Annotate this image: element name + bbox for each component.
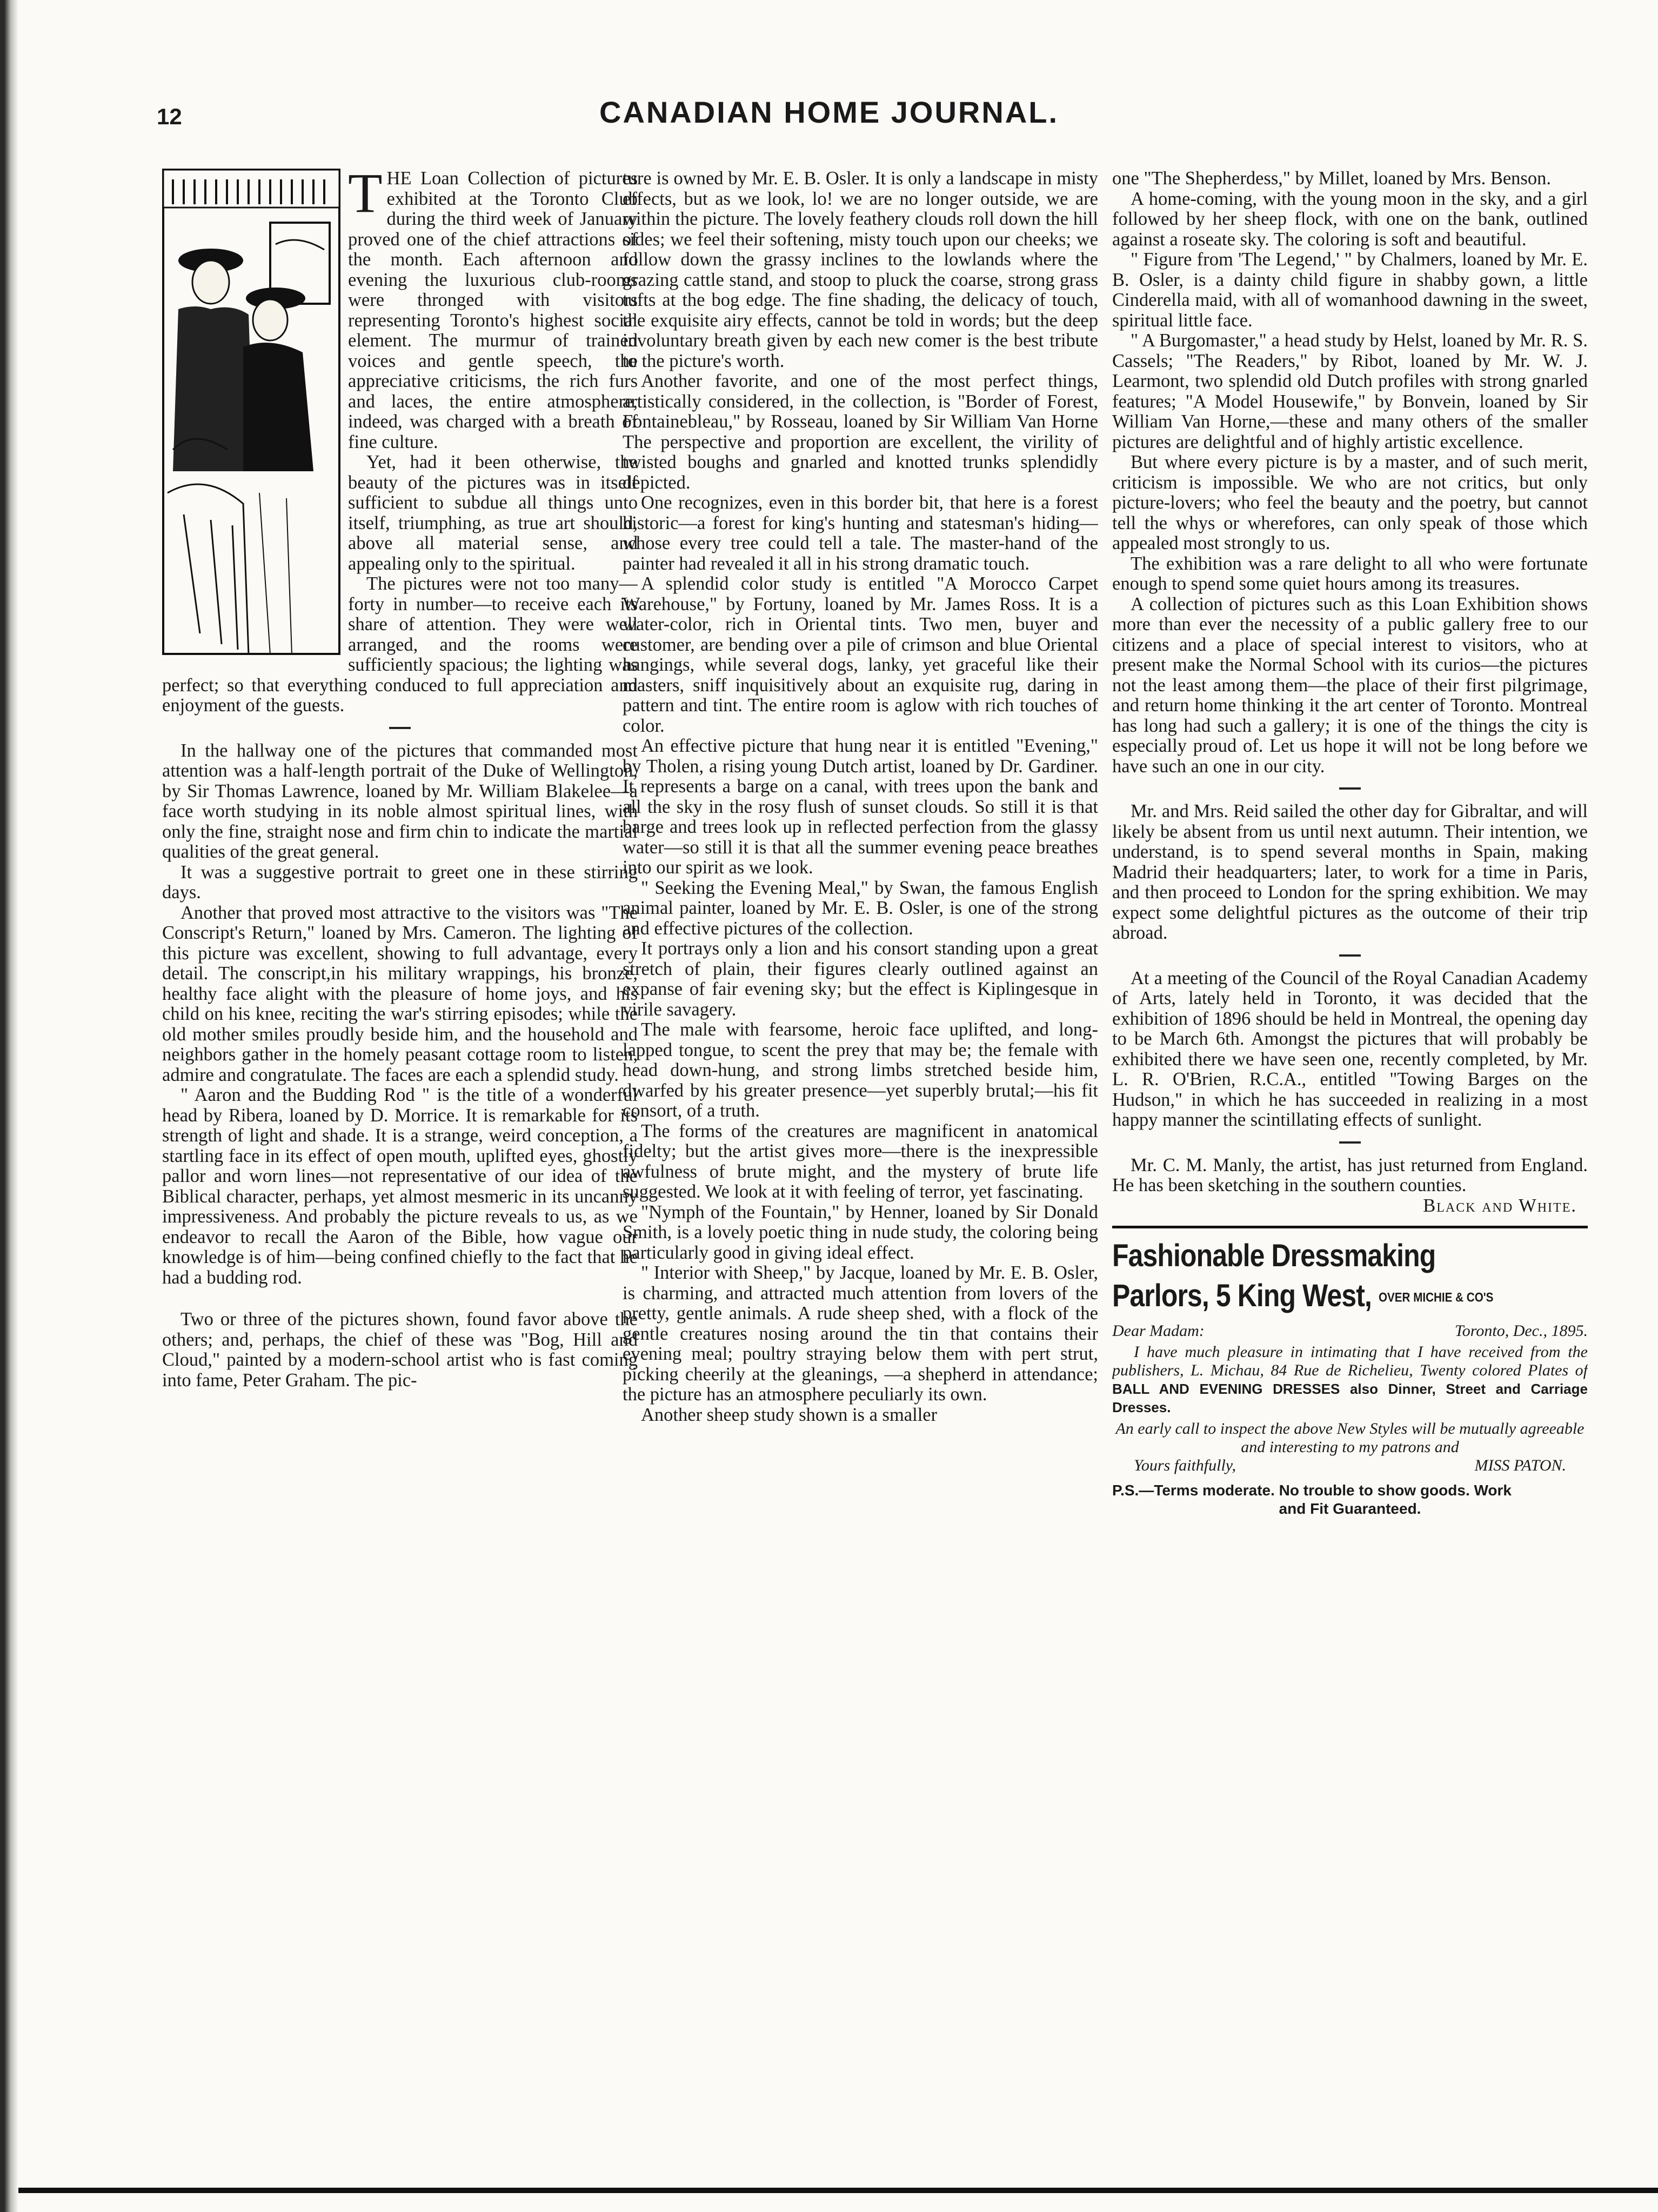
section-divider [389,727,411,729]
author-signature: Black and White. [1423,1195,1577,1216]
paragraph: But where every picture is by a master, and of such merit, criticism is impossible. We who are not critics, but only picture-lovers; who feel the beauty and the poetry, but cannot tell the whys or wherefores, can only speak of those which appealed most strongly to us. [1112,452,1588,553]
binding-edge [0,0,18,2212]
journal-title: CANADIAN HOME JOURNAL. [599,95,1059,129]
ad-postscript: P.S.—Terms moderate. No trouble to show goods. Work [1112,1481,1512,1499]
ad-closing [1112,1456,1588,1475]
column-2 [623,169,1098,2179]
ad-salutation: Dear Madam: [1112,1321,1205,1340]
illustration-gallery-visitors [162,169,340,655]
page-number: 12 [157,104,182,129]
ad-title-line-2 [1112,1276,1521,1318]
paragraph: Another favorite, and one of the most perfect things, artistically considered, in the collection, is "Border of Forest, Fontainebleau," by Rosseau, loaned by Sir William Van Horne The perspective and proportion are excellent, the virility of twisted boughs and gnarled and knotted trunks splendidly depicted. [623,371,1098,493]
ad-body-bold: BALL AND EVENING DRESSES also Dinner, Street and Carriage Dresses. [1112,1380,1588,1415]
ad-closing-text: Yours faithfully, [1134,1456,1236,1474]
paragraph: At a meeting of the Council of the Royal Canadian Academy of Arts, lately held in Toronto, it was decided that the exhibition of 1896 should be held in Montreal, the opening day to be March 6th. Amongst the pictures that will probably be exhibited there we have seen one, recently completed, by Mr. L. R. O'Brien, R.C.A., entitled "Towing Barges on the Hudson," in which he has succeeded in realizing in a most happy manner the scintillating effects of sunlight. [1112,967,1588,1130]
paragraph: The exhibition was a rare delight to all who were fortunate enough to spend some quiet hours among its treasures. [1112,553,1588,594]
paragraph: The forms of the creatures are magnificent in anatomical fidelty; but the artist gives more—there is the inexpressible awfulness of brute might, and the mystery of brute life suggested. We look at it with feeling of terror, yet fascinating. [623,1120,1098,1202]
ad-title-line-1: Fashionable Dressmaking [1112,1238,1436,1273]
paragraph: It was a suggestive portrait to greet one in these stirring days. [162,861,638,903]
paragraph: The male with fearsome, heroic face uplifted, and long-lapped tongue, to scent the prey that may be; the female with head down-hung, and strong limbs stretched beside him, dwarfed by his greater presence—yet superbly brutal;—his fit consort, of a truth. [623,1019,1098,1121]
paragraph: A collection of pictures such as this Loan Exhibition shows more than ever the necessity of a public gallery free to our citizens and a place of special interest to visitors, who at present make the Normal School with its curios—the pictures not the least among them—the place of their first pilgrimage, and return home thinking it the art center of Toronto. Montreal has long had such a gallery; it is one of the things the city is especially proud of. Let us hope it will not be long before we have such an one in our city. [1112,593,1588,777]
ad-letter-header [1112,1321,1588,1341]
paragraph: The pictures were not too many—forty in number—to receive each its share of attention. They were well arranged, and the rooms were sufficiently spacious; the lighting was perfect; so that everything conduced to full appreciation and enjoyment of the guests. [162,573,638,716]
ad-location-note: OVER MICHIE & CO'S [1378,1290,1494,1305]
ad-body [1112,1343,1588,1416]
illustration-drawing [162,169,340,655]
paragraph: one "The Shepherdess," by Millet, loaned by Mrs. Benson. [1112,169,1551,189]
paragraph: Another sheep study shown is a smaller [641,1404,938,1425]
paragraph: ture is owned by Mr. E. B. Osler. It is only a landscape in misty effects, but as we look, lo! we are no longer outside, we are within the picture. The lovely feathery clouds roll down the hill sides; we feel their softening, misty touch upon our cheeks; we follow down the grassy inclines to the lowlands where the grazing cattle stand, and stoop to pluck the coarse, strong grass tufts at the bog edge. The fine shading, the delicacy of touch, the exquisite airy effects, cannot be told in words; but the deep involuntary breath given by each new comer is the best tribute to the picture's worth. [623,169,1098,371]
paragraph: A splendid color study is entitled "A Morocco Carpet Warehouse," by Fortuny, loaned by Mr. James Ross. It is a water-color, rich in Oriental tints. Two men, buyer and customer, are bending over a pile of crimson and blue Oriental hangings, while several dogs, lanky, yet graceful like their masters, sniff inquisitively about an exquisite rug, daring in pattern and tint. The entire room is aglow with rich touches of color. [623,573,1098,736]
ad-invitation: An early call to inspect the above New Styles will be mutually agreeable and interesting to my patrons and [1115,1419,1585,1456]
paragraph: Mr. C. M. Manly, the artist, has just returned from England. He has been sketching in the southern counties. [1112,1154,1588,1195]
column-1 [162,169,638,2179]
paragraph: Two or three of the pictures shown, found favor above the others; and, perhaps, the chief of these was "Bog, Hill and Cloud," painted by a modern-school artist who is fast coming into fame, Peter Graham. The pic- [162,1309,638,1391]
paragraph: Yet, had it been otherwise, the beauty of the pictures was in itself sufficient to subdue all things unto itself, triumphing, as true art should, above all material sense, and appealing only to the spiritual. [348,452,638,574]
advertisement-rule [1112,1226,1588,1228]
paragraph: A home-coming, with the young moon in the sky, and a girl followed by her sheep flock, with one on the bank, outlined against a roseate sky. The coloring is soft and beautiful. [1112,188,1588,250]
ad-postscript-cont: and Fit Guaranteed. [1279,1500,1421,1517]
ad-body-text: I have much pleasure in intimating that I have received from the publishers, L. Michau, 84 Rue de Richelieu, Twenty colored Plates of [1112,1342,1588,1379]
ad-place-date: Toronto, Dec., 1895. [1454,1321,1588,1340]
paragraph: " Aaron and the Budding Rod " is the title of a wonderful head by Ribera, loaned by D. Morrice. It is remarkable for its strength of light and shade. It is a strange, weird conception, a startling face in its effect of open mouth, uplifted eyes, ghostly pallor and worn lines—not representative of our idea of the Biblical character, perhaps, yet almost mesmeric in its uncanny impressiveness. And probably the picture reveals to us, as we endeavor to recall the Aaron of the Bible, how vague our knowledge is of him—being confined chiefly to the fact that he had a budding rod. [162,1085,638,1288]
paragraph-gap [162,1288,638,1309]
paragraph: " Figure from 'The Legend,' " by Chalmers, loaned by Mr. E. B. Osler, is a dainty child figure in shabby gown, a little Cinderella maid, with all of womanhood dawning in the sweet, spiritual little face. [1112,249,1588,331]
paragraph: " Interior with Sheep," by Jacque, loaned by Mr. E. B. Osler, is charming, and attracted much attention from lovers of the pretty, gentle animals. A rude sheep shed, with a flock of the gentle creatures nosing around the tin that contains their evening meal; poultry straying below them with pert strut, picking cheerily at the gleanings, —a shepherd in attendance; the picture has an atmosphere peculiarly its own. [623,1262,1098,1405]
paragraph: In the hallway one of the pictures that commanded most attention was a half-length portrait of the Duke of Wellington, by Sir Thomas Lawrence, loaned by Mr. William Blakelee—a face worth studying in its noble almost spiritual lines, with only the fine, straight nose and firm chin to indicate the martial qualities of the great general. [162,740,638,862]
drop-cap-letter: T [348,169,383,224]
section-divider [1339,787,1361,790]
paragraph: It portrays only a lion and his consort standing upon a great stretch of plain, their figures clearly outlined against an expanse of fair evening sky; but the effect is Kiplingesque in virile savagery. [623,938,1098,1020]
column-3 [1112,169,1588,2179]
ad-address: Parlors, 5 King West, [1112,1278,1372,1313]
dressmaking-advertisement [1112,1236,1588,1518]
paragraph: " Seeking the Evening Meal," by Swan, the famous English animal painter, loaned by Mr. E. B. Osler, is one of the strong and effective pictures of the collection. [623,877,1098,939]
ad-signer: MISS PATON. [1474,1456,1566,1474]
article-opening-text: HE Loan Collection of pictures exhibited at the Toronto Club during the third week of January proved one of the chief attractions of the month. Each afternoon and evening the luxurious club-rooms were thronged with visitors representing Toronto's highest social element. The murmur of trained voices and gentle speech, the appreciative criticisms, the rich furs and laces, the entire atmosphere, indeed, was charged with a breath of fine culture. [348,169,638,452]
paragraph: One recognizes, even in this border bit, that here is a forest historic—a forest for king's hunting and statesman's hiding—whose every tree could tell a tale. The master-hand of the painter had revealed it all in his strong dramatic touch. [623,492,1098,574]
bottom-border [18,2188,1658,2193]
paragraph: Another that proved most attractive to the visitors was "The Conscript's Return," loaned by Mrs. Cameron. The lighting of this picture was excellent, showing to full advantage, every detail. The conscript,in his military wrappings, his bronze, healthy face alight with the pleasure of home joys, and his child on his knee, reciting the war's stirring episodes; while the old mother smiles proudly beside him, and the household and neighbors gather in the homely peasant cottage room to listen, admire and congratulate. The faces are each a splendid study. [162,902,638,1085]
section-divider [1339,1141,1361,1144]
paragraph: An effective picture that hung near it is entitled "Evening," by Tholen, a rising young Dutch artist, loaned by Dr. Gardiner. It represents a barge on a canal, with trees upon the bank and all the sky in the rosy flush of sunset clouds. So still it is that barge and trees look up in reflected perfection from the glassy water—so still it is that all the summer evening peace breathes into our spirit as we look. [623,736,1098,878]
paragraph: "Nymph of the Fountain," by Henner, loaned by Sir Donald Smith, is a lovely poetic thing in nude study, the coloring being particularly good in giving ideal effect. [623,1201,1098,1263]
paragraph: " A Burgomaster," a head study by Helst, loaned by Mr. R. S. Cassels; "The Readers," by Ribot, loaned by Mr. W. J. Learmont, two splendid old Dutch profiles with strong gnarled features; "A Model Housewife," by Bonvein, loaned by Sir William Van Horne,—these and many others of the smaller pictures are delightful and of highly artistic excellence. [1112,330,1588,452]
section-divider [1339,954,1361,957]
paragraph: Mr. and Mrs. Reid sailed the other day for Gibraltar, and will likely be absent from us until next autumn. Their intention, we understand, is to spend several months in Spain, making Madrid their headquarters; later, to work for a time in Paris, and then proceed to London for the spring exhibition. We may expect some delightful pictures as the outcome of their trip abroad. [1112,801,1588,943]
